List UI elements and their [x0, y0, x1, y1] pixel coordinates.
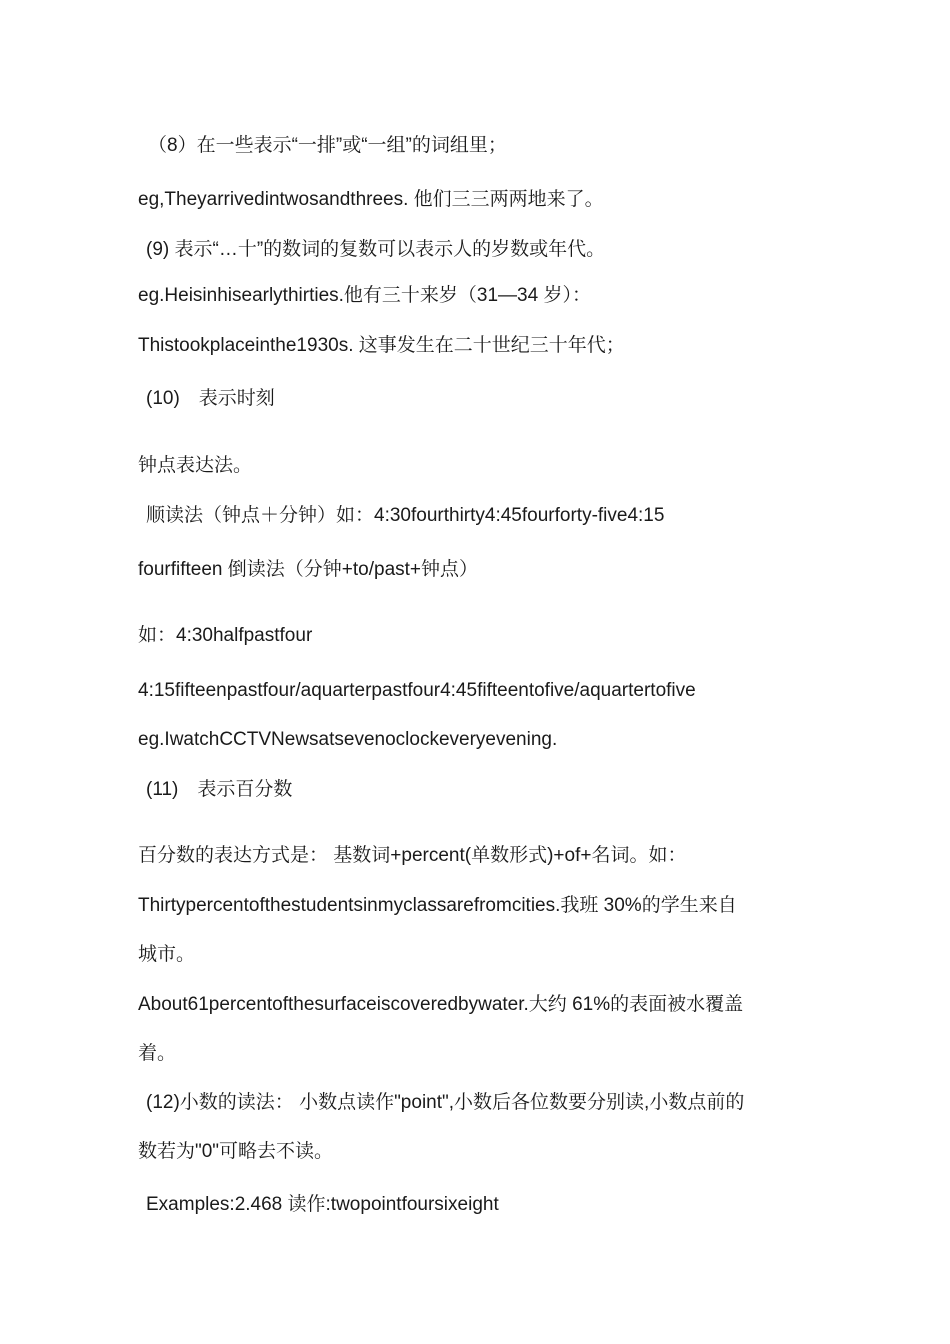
example-line: eg,Theyarrivedintwosandthrees. 他们三三两两地来了。 [138, 189, 604, 210]
body-line: Thirtypercentofthestudentsinmyclassarefromcities.我班 30%的学生来自 [138, 895, 737, 916]
example-line: Thistookplaceinthe1930s. 这事发生在二十世纪三十年代； [138, 335, 625, 356]
body-line: 如：4:30halfpastfour [138, 625, 313, 646]
body-line: 4:15fifteenpastfour/aquarterpastfour4:45fifteentofive/aquartertofive [138, 680, 696, 701]
body-line: 着。 [138, 1043, 177, 1064]
body-line: 顺读法（钟点＋分钟）如：4:30fourthirty4:45fourforty-five4:15 [146, 505, 665, 526]
body-line: 百分数的表达方式是： 基数词+percent(单数形式)+of+名词。如： [138, 845, 687, 866]
item-8-heading: （8）在一些表示“一排”或“一组”的词组里； [148, 135, 507, 156]
example-line: Examples:2.468 读作:twopointfoursixeight [146, 1194, 499, 1215]
example-line: eg.IwatchCCTVNewsatsevenoclockeveryevening. [138, 729, 558, 750]
body-line: 钟点表达法。 [138, 455, 253, 476]
item-12-heading: (12)小数的读法： 小数点读作"point",小数后各位数要分别读,小数点前的 [146, 1092, 745, 1113]
item-11-heading: (11) 表示百分数 [146, 779, 293, 800]
example-line: eg.Heisinhisearlythirties.他有三十来岁（31—34 岁）： [138, 285, 591, 306]
body-line: fourfifteen 倒读法（分钟+to/past+钟点） [138, 559, 479, 580]
body-line: 数若为"0"可略去不读。 [138, 1141, 334, 1162]
item-9-heading: (9) 表示“…十”的数词的复数可以表示人的岁数或年代。 [146, 239, 606, 260]
body-line: About61percentofthesurfaceiscoveredbywater.大约 61%的表面被水覆盖 [138, 994, 744, 1015]
body-line: 城市。 [138, 944, 196, 965]
item-10-heading: (10) 表示时刻 [146, 388, 275, 409]
